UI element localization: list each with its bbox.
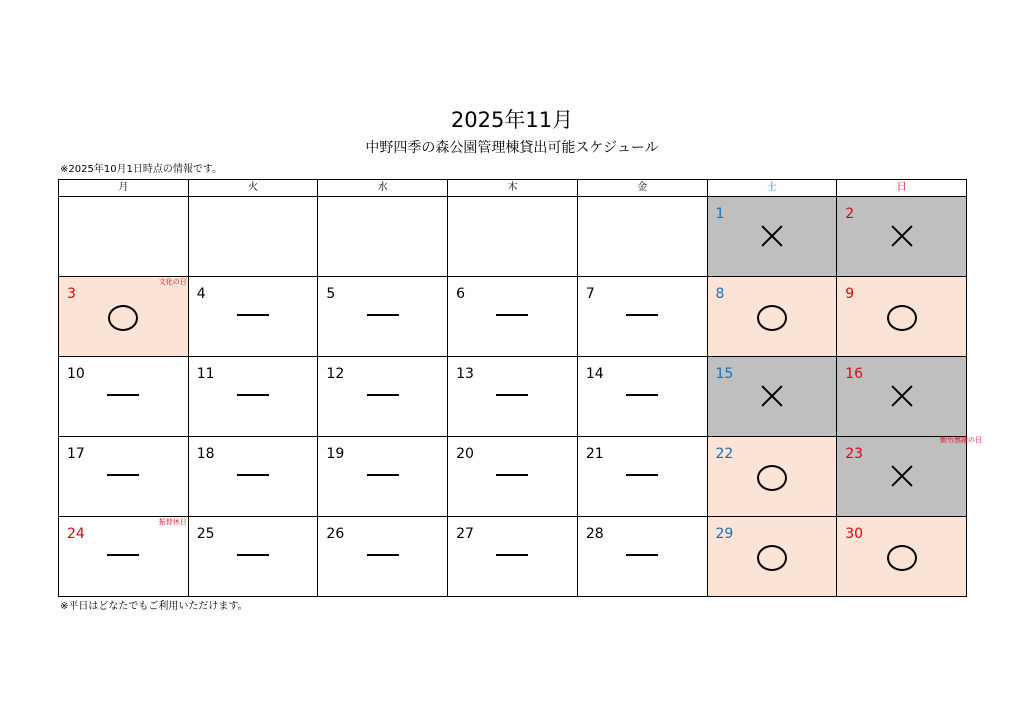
weekday-dash-mark [367, 314, 399, 316]
weekday-dash-mark [496, 554, 528, 556]
weekday-dash-mark [496, 474, 528, 476]
calendar-week-row [59, 277, 967, 357]
day-cell-20 [448, 437, 578, 517]
day-cell-23 [837, 436, 982, 517]
weekday-dash-mark [107, 474, 139, 476]
day-number: 2 [845, 206, 855, 222]
weekday-dash-mark [626, 394, 658, 396]
weekday-dash-mark [367, 474, 399, 476]
day-number: 7 [585, 286, 595, 302]
day-cell-5 [318, 277, 448, 357]
day-number: 6 [456, 286, 466, 302]
day-number: 3 [67, 286, 76, 302]
holiday-label: 勤労感謝の日 [940, 436, 982, 444]
day-cell-14 [577, 357, 707, 437]
day-number: 15 [715, 366, 734, 382]
day-number: 27 [456, 526, 474, 542]
weekday-header-wed: 水 [318, 180, 448, 197]
day-number: 8 [715, 286, 725, 302]
weekday-header-fri: 金 [577, 180, 707, 197]
day-number: 25 [196, 526, 215, 542]
day-cell-29 [707, 517, 837, 597]
weekday-dash-mark [237, 554, 269, 556]
day-cell-11 [188, 357, 318, 437]
empty-day-cell [188, 197, 318, 277]
day-cell-24 [59, 517, 189, 597]
holiday-label: 文化の日 [158, 278, 187, 286]
day-cell-10 [59, 357, 189, 437]
day-cell-25 [188, 517, 318, 597]
weekday-dash-mark [626, 474, 658, 476]
day-number: 13 [456, 366, 474, 382]
weekday-header-mon: 月 [59, 180, 189, 197]
weekday-usage-note: ※平日はどなたでもご利用いただけます。 [60, 601, 248, 612]
unavailable-cross-mark [890, 224, 914, 248]
calendar-body [59, 197, 982, 597]
available-circle-mark [757, 305, 787, 331]
available-circle-mark [887, 305, 917, 331]
weekday-dash-mark [626, 554, 658, 556]
day-cell-1 [707, 197, 837, 277]
calendar-week-row [59, 437, 967, 517]
calendar-table [58, 179, 982, 597]
day-number: 11 [196, 366, 215, 382]
weekday-dash-mark [496, 394, 528, 396]
day-cell-8 [707, 277, 837, 357]
available-circle-mark [757, 465, 787, 491]
day-number: 30 [845, 526, 864, 542]
day-cell-13 [448, 357, 578, 437]
day-number: 16 [845, 366, 864, 382]
unavailable-cross-mark [890, 384, 914, 408]
available-circle-mark [757, 545, 787, 571]
day-cell-30 [837, 517, 967, 597]
day-number: 14 [585, 366, 604, 382]
day-number: 19 [326, 446, 345, 462]
weekday-dash-mark [237, 474, 269, 476]
calendar-week-row [59, 357, 967, 437]
holiday-label: 振替休日 [158, 518, 187, 526]
unavailable-cross-mark [890, 464, 914, 488]
day-number: 26 [326, 526, 345, 542]
day-number: 12 [326, 366, 345, 382]
day-number: 24 [67, 526, 85, 542]
weekday-dash-mark [107, 554, 139, 556]
empty-day-cell [577, 197, 707, 277]
info-date-note: ※2025年10月1日時点の情報です。 [60, 164, 223, 175]
day-cell-19 [318, 437, 448, 517]
weekday-dash-mark [367, 554, 399, 556]
weekday-header-row [59, 180, 967, 197]
weekday-dash-mark [626, 314, 658, 316]
unavailable-cross-mark [760, 384, 784, 408]
day-cell-7 [577, 277, 707, 357]
day-cell-17 [59, 437, 189, 517]
weekday-header-sun: 日 [837, 180, 967, 197]
day-number: 23 [845, 446, 864, 462]
empty-day-cell [59, 197, 189, 277]
day-cell-22 [707, 437, 837, 517]
day-cell-9 [837, 277, 967, 357]
weekday-dash-mark [107, 394, 139, 396]
weekday-dash-mark [367, 394, 399, 396]
day-cell-2 [837, 197, 967, 277]
day-number: 21 [585, 446, 604, 462]
day-number: 18 [196, 446, 215, 462]
day-cell-3 [59, 277, 189, 357]
day-number: 20 [456, 446, 474, 462]
day-cell-18 [188, 437, 318, 517]
available-circle-mark [887, 545, 917, 571]
day-cell-15 [707, 357, 837, 437]
page-title: 2025年11月 [450, 108, 574, 132]
day-cell-6 [448, 277, 578, 357]
weekday-header-sat: 土 [707, 180, 837, 197]
weekday-dash-mark [496, 314, 528, 316]
empty-day-cell [448, 197, 578, 277]
day-cell-27 [448, 517, 578, 597]
day-number: 4 [196, 286, 206, 302]
day-cell-21 [577, 437, 707, 517]
calendar-week-row [59, 517, 967, 597]
day-number: 1 [715, 206, 725, 222]
weekday-dash-mark [237, 314, 269, 316]
day-cell-4 [188, 277, 318, 357]
day-cell-26 [318, 517, 448, 597]
day-cell-12 [318, 357, 448, 437]
day-number: 10 [67, 366, 85, 382]
page-subtitle: 中野四季の森公園管理棟貸出可能スケジュール [365, 140, 659, 156]
day-number: 28 [585, 526, 604, 542]
empty-day-cell [318, 197, 448, 277]
day-number: 9 [845, 286, 855, 302]
day-number: 17 [67, 446, 85, 462]
weekday-header-tue: 火 [188, 180, 318, 197]
day-number: 22 [715, 446, 734, 462]
weekday-header-thu: 木 [448, 180, 578, 197]
day-cell-16 [837, 357, 967, 437]
unavailable-cross-mark [760, 224, 784, 248]
day-number: 5 [326, 286, 336, 302]
day-number: 29 [715, 526, 734, 542]
weekday-dash-mark [237, 394, 269, 396]
available-circle-mark [108, 305, 138, 331]
day-cell-28 [577, 517, 707, 597]
calendar-week-row [59, 197, 967, 277]
